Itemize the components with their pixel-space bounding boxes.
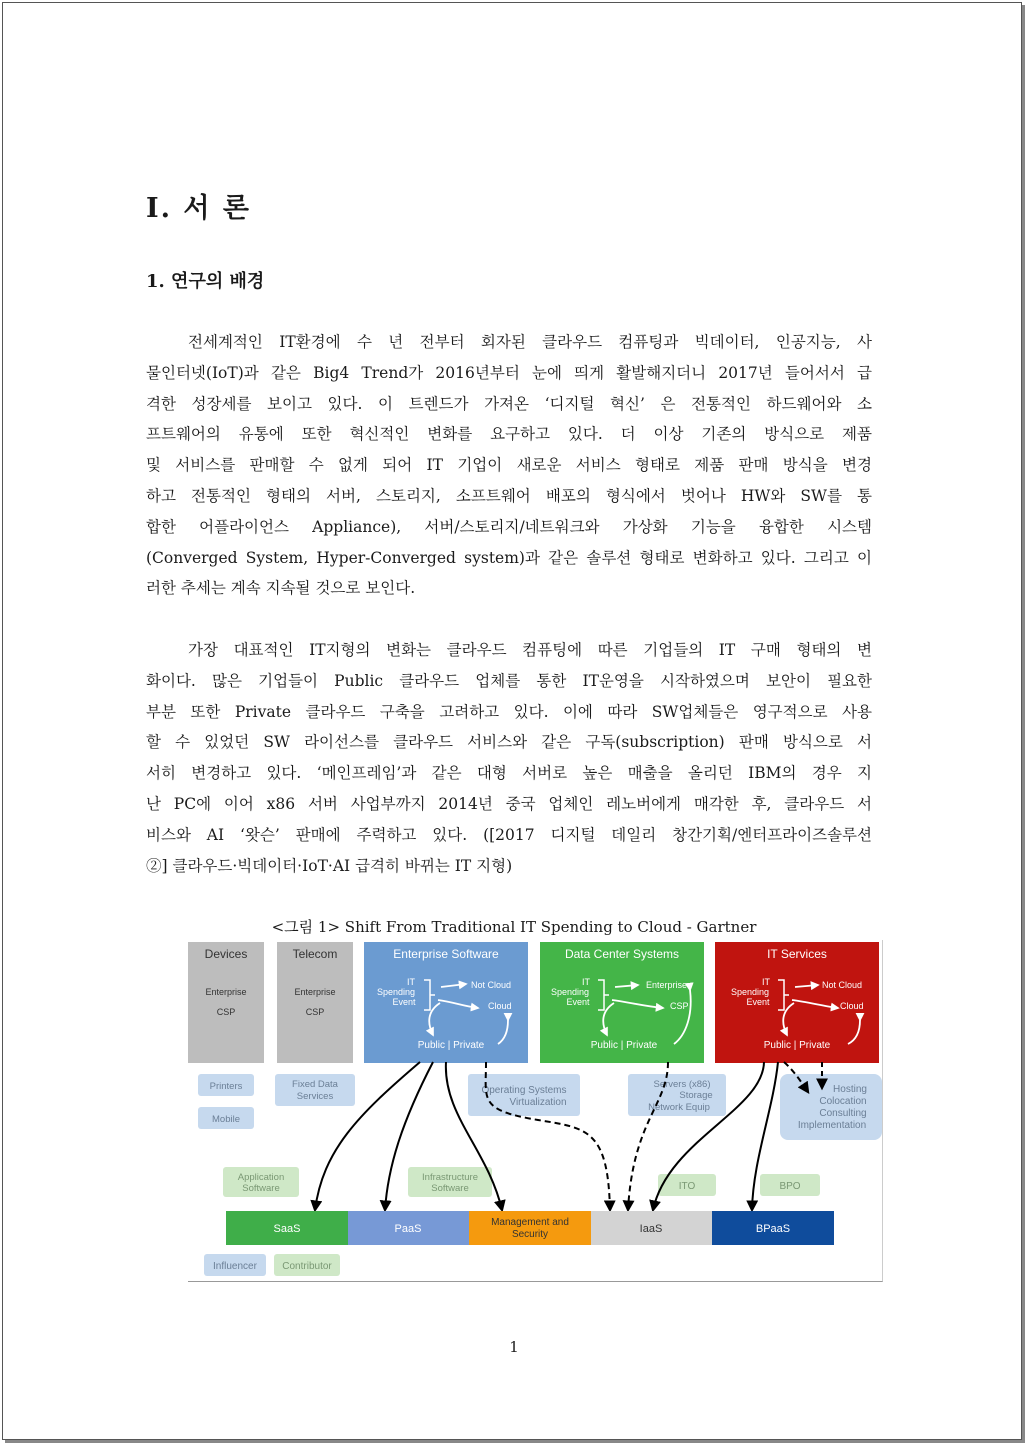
infrastructure-software-label: Infrastructure [422, 1172, 478, 1183]
flow-label: Event [566, 997, 590, 1007]
paragraph-line: 격한 성장세를 보이고 있다. 이 트렌드가 가져온 ‘디지털 혁신’ 은 전통적인 하드웨어와 소 [146, 394, 872, 413]
flow-label: IT [762, 977, 770, 987]
flow-label: Event [392, 997, 416, 1007]
legend-contributor: Contributor [282, 1261, 332, 1272]
enterprise-software-title: Enterprise Software [393, 947, 499, 961]
os-label: Operating Systems [481, 1085, 567, 1096]
paragraph-line: 부분 또한 Private 클라우드 구축을 고려하고 있다. 이에 따라 SW업체들은 영구적으로 사용 [146, 702, 872, 721]
fixed-data-label: Fixed Data [292, 1079, 338, 1090]
printers-label: Printers [209, 1081, 243, 1092]
servers-label: Servers (x86) [653, 1079, 711, 1090]
paragraph-line: 물인터넷(IoT)과 같은 Big4 Trend가 2016년부터 눈에 띄게 활발해지더니 2017년 들어서서 급 [146, 363, 872, 382]
flow-label: Cloud [840, 1001, 864, 1011]
bpaas-label: BPaaS [755, 1223, 791, 1235]
paragraph-line: 및 서비스를 판매할 수 없게 되어 IT 기업이 새로운 서비스 형태로 제품 판매 방식을 변경 [146, 456, 872, 475]
bottom-bar [226, 1211, 834, 1245]
paragraph-line: 비스와 AI ‘왓슨’ 판매에 주력하고 있다. ([2017 디지털 데일리 창간기획/엔터프라이즈솔루션 [146, 825, 872, 844]
flow-label: Enterprise [646, 980, 688, 990]
application-software-label: Software [242, 1183, 280, 1194]
paragraph-line: 가장 대표적인 IT지형의 변화는 클라우드 컴퓨팅에 따른 기업들의 IT 구매 형태의 변 [188, 641, 872, 659]
flow-label: Not Cloud [471, 980, 512, 990]
paragraph-line: 난 PC에 이어 x86 서버 사업부까지 2014년 중국 업체인 레노버에게 매각한 후, 클라우드 서 [146, 794, 872, 813]
it-services-title: IT Services [767, 947, 827, 961]
flow-label: Public | Private [590, 1040, 658, 1051]
hosting-label: Implementation [797, 1120, 867, 1131]
flow-label: Not Cloud [822, 980, 863, 990]
paragraph-1 [146, 327, 872, 604]
flow-label: Event [746, 997, 770, 1007]
mobile-label: Mobile [212, 1114, 240, 1125]
legend-influencer: Influencer [213, 1261, 257, 1272]
application-software-box [223, 1167, 299, 1197]
data-center-title: Data Center Systems [564, 947, 680, 961]
telecom-csp: CSP [305, 1007, 325, 1017]
servers-label: Storage [679, 1090, 713, 1101]
infrastructure-software-box [408, 1167, 492, 1197]
it-services-box [715, 942, 879, 1063]
application-software-label: Application [237, 1172, 285, 1183]
paragraph-line: (Converged System, Hyper-Converged system)과 같은 솔루션 형태로 변화하고 있다. 그리고 이 [146, 548, 872, 567]
infrastructure-software-label: Software [431, 1183, 469, 1194]
paragraph-line: 할 수 있었던 SW 라이선스를 클라우드 서비스와 같은 구독(subscription) 판매 방식으로 서 [146, 733, 872, 752]
enterprise-software-box [364, 942, 528, 1063]
flow-label: IT [582, 977, 590, 987]
paragraph-line: 프트웨어의 유통에 또한 혁신적인 변화를 요구하고 있다. 더 이상 기존의 방식으로 제품 [146, 425, 872, 444]
iaas-label: IaaS [639, 1223, 663, 1235]
section-title: 1. 연구의 배경 [146, 271, 265, 292]
paragraph-2 [146, 635, 872, 881]
mgmt-label: Management and [491, 1217, 569, 1228]
flow-label: Cloud [488, 1001, 512, 1011]
paragraph-line: 하고 전통적인 형태의 서버, 스토리지, 소프트웨어 배포의 형식에서 벗어나 HW와 SW를 통 [146, 486, 872, 505]
paragraph-line: ②] 클라우드·빅데이터·IoT·AI 급격히 바뀌는 IT 지형) [146, 856, 513, 875]
saas-label: SaaS [273, 1223, 301, 1235]
ito-label: ITO [678, 1181, 696, 1192]
hosting-label: Colocation [819, 1096, 867, 1107]
printers-box [198, 1074, 254, 1096]
flow-label: Public | Private [763, 1040, 831, 1051]
mgmt-label: Security [511, 1229, 549, 1240]
mobile-box [198, 1107, 254, 1129]
gartner-figure [188, 940, 883, 1282]
fixed-data-label: Services [296, 1091, 334, 1102]
figure-caption: <그림 1> Shift From Traditional IT Spending to Cloud - Gartner [271, 918, 757, 936]
bpo-box [760, 1174, 820, 1196]
telecom-enterprise: Enterprise [294, 987, 336, 997]
devices-box [188, 942, 264, 1063]
hosting-label: Consulting [819, 1108, 867, 1119]
flow-label: Spending [730, 987, 770, 997]
devices-enterprise: Enterprise [205, 987, 247, 997]
paragraph-line: 서히 변경하고 있다. ‘메인프레임’과 같은 대형 서버로 높은 매출을 올리던 IBM의 경우 지 [146, 764, 872, 783]
hosting-label: Hosting [833, 1084, 867, 1095]
bpo-label: BPO [779, 1181, 801, 1192]
servers-label: Network Equip [648, 1102, 710, 1113]
chapter-title: I. 서 론 [146, 193, 251, 224]
hosting-box [780, 1074, 882, 1140]
paragraph-line: 합한 어플라이언스 Appliance), 서버/스토리지/네트워크와 가상화 기능을 융합한 시스템 [146, 517, 872, 536]
fixed-data-services-box [275, 1074, 355, 1106]
data-center-box [540, 942, 704, 1063]
paragraph-line: 화이다. 많은 기업들이 Public 클라우드 업체를 통한 IT운영을 시작하였으며 보안이 필요한 [146, 671, 872, 690]
os-label: Virtualization [509, 1097, 567, 1108]
flow-label: Spending [376, 987, 416, 997]
paragraph-line: 전세계적인 IT환경에 수 년 전부터 회자된 클라우드 컴퓨팅과 빅데이터, 인공지능, 사 [188, 333, 872, 351]
devices-title: Devices [204, 947, 248, 961]
flow-label: CSP [670, 1001, 689, 1011]
paas-label: PaaS [394, 1223, 422, 1235]
flow-label: Public | Private [417, 1040, 485, 1051]
flow-label: Spending [550, 987, 590, 997]
operating-systems-box [468, 1074, 580, 1116]
flow-label: IT [407, 977, 415, 987]
page-number: 1 [509, 1338, 519, 1356]
telecom-box [277, 942, 353, 1063]
telecom-title: Telecom [292, 947, 338, 961]
devices-csp: CSP [216, 1007, 236, 1017]
figure-diagram [188, 940, 882, 1281]
servers-box [628, 1074, 726, 1116]
paragraph-line: 러한 추세는 계속 지속될 것으로 보인다. [146, 579, 416, 598]
legend [204, 1254, 340, 1276]
